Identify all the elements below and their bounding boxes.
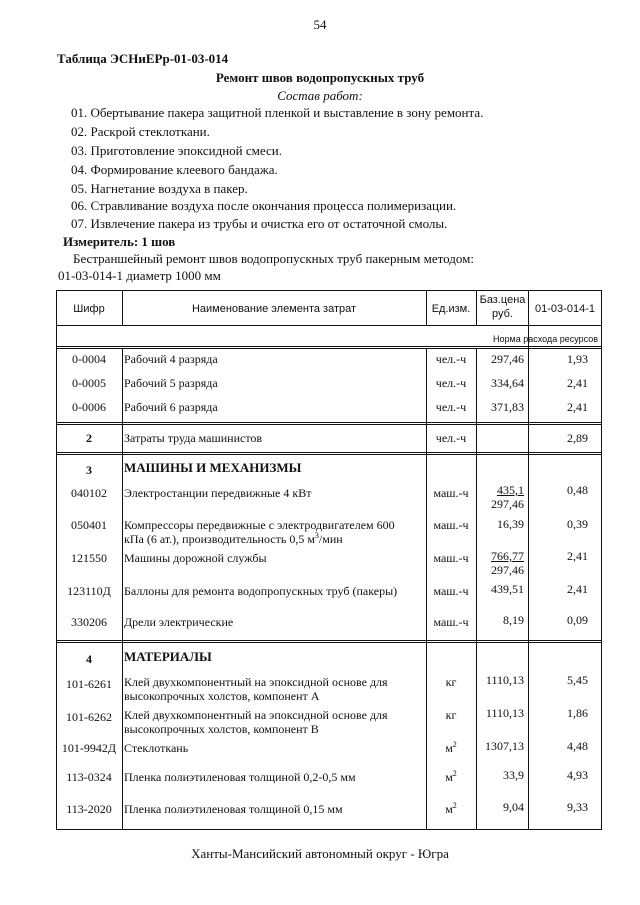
row-price: 9,04	[503, 800, 524, 814]
row-name	[124, 708, 424, 736]
row-price: 1110,13	[485, 673, 524, 687]
row-name: Стеклоткань	[124, 741, 189, 755]
row-name-line: Клей двухкомпонентный на эпоксидной основе для	[124, 675, 388, 689]
unit-text: м	[445, 770, 453, 784]
row-unit: кг	[445, 675, 457, 689]
superscript: 2	[452, 801, 457, 810]
header-column: 01-03-014-1	[535, 303, 595, 315]
work-composition-heading: Состав работ:	[277, 88, 363, 103]
row-unit: маш.-ч	[433, 551, 469, 565]
measure-unit: Измеритель: 1 шов	[63, 234, 176, 249]
row-value: 1,93	[567, 352, 588, 366]
row-price	[476, 549, 524, 563]
row-price-base: 297,46	[491, 497, 524, 511]
row-value: 2,41	[567, 582, 588, 596]
row-code: 0-0004	[72, 352, 106, 366]
page-footer: Ханты-Мансийский автономный округ - Югра	[191, 846, 449, 861]
price-current: 766,77	[491, 549, 524, 563]
row-name: Пленка полиэтиленовая толщиной 0,15 мм	[124, 802, 343, 816]
row-value: 9,33	[567, 800, 588, 814]
row-value: 4,48	[567, 739, 588, 753]
row-name: Рабочий 5 разряда	[124, 376, 218, 390]
row-name: Рабочий 6 разряда	[124, 400, 218, 414]
work-item: 04. Формирование клеевого бандажа.	[71, 162, 278, 177]
row-price: 8,19	[503, 613, 524, 627]
row-value: 2,89	[567, 431, 588, 445]
section-name: Затраты труда машинистов	[124, 431, 263, 445]
row-price: 297,46	[491, 352, 524, 366]
norm-code-line: 01-03-014-1 диаметр 1000 мм	[58, 268, 221, 283]
work-item: 05. Нагнетание воздуха в пакер.	[71, 181, 248, 196]
header-name: Наименование элемента затрат	[191, 303, 357, 315]
price-current: 435,1	[497, 483, 524, 497]
row-value: 2,41	[567, 400, 588, 414]
section-number: 4	[86, 652, 92, 666]
row-code: 040102	[71, 486, 107, 500]
row-name-line: высокопрочных холстов, компонент В	[124, 722, 319, 736]
row-price: 334,64	[491, 376, 524, 390]
row-code: 123110Д	[67, 584, 111, 598]
section-number: 2	[86, 431, 92, 445]
row-unit: чел.-ч	[435, 352, 467, 366]
row-value: 0,09	[567, 613, 588, 627]
row-code: 113-2020	[66, 802, 112, 816]
row-unit	[426, 741, 476, 755]
row-name: Рабочий 4 разряда	[124, 352, 218, 366]
row-unit	[426, 802, 476, 816]
row-value: 4,93	[567, 768, 588, 782]
row-value: 2,41	[567, 549, 588, 563]
row-code: 101-6261	[66, 677, 112, 691]
row-code: 113-0324	[66, 770, 112, 784]
row-unit: кг	[445, 708, 457, 722]
table-code: Таблица ЭСНиЕРр-01-03-014	[57, 51, 229, 66]
resource-table	[56, 290, 602, 830]
row-unit: чел.-ч	[435, 376, 467, 390]
row-price-base: 297,46	[491, 563, 524, 577]
work-item: 06. Стравливание воздуха после окончания процесса полимеризации.	[71, 198, 457, 213]
row-name: Электростанции передвижные 4 кВт	[124, 486, 312, 500]
row-name-line: Компрессоры передвижные с электродвигателем 600	[124, 518, 395, 532]
table-title: Ремонт швов водопропускных труб	[215, 70, 425, 85]
row-code: 0-0006	[72, 400, 106, 414]
work-item: 02. Раскрой стеклоткани.	[71, 124, 210, 139]
row-name: Баллоны для ремонта водопропускных труб (пакеры)	[124, 584, 398, 598]
row-value: 5,45	[567, 673, 588, 687]
row-price: 1307,13	[485, 739, 524, 753]
row-value: 1,86	[567, 706, 588, 720]
row-code: 101-6262	[66, 710, 112, 724]
superscript: 2	[452, 769, 457, 778]
row-name-line: кПа (6 ат.), производительность 0,5 м	[124, 532, 315, 546]
section-number: 3	[86, 463, 92, 477]
method-description: Бестраншейный ремонт швов водопропускных труб пакерным методом:	[73, 251, 474, 266]
row-price: 33,9	[503, 768, 524, 782]
row-unit: чел.-ч	[435, 400, 467, 414]
row-unit: маш.-ч	[433, 518, 469, 532]
row-code: 050401	[71, 518, 107, 532]
row-price: 371,83	[491, 400, 524, 414]
header-code: Шифр	[73, 303, 105, 315]
work-item: 07. Извлечение пакера из трубы и очистка его от остаточной смолы.	[71, 216, 448, 231]
row-name: Машины дорожной службы	[124, 551, 267, 565]
norm-label: Норма расхода ресурсов	[493, 334, 598, 344]
row-name: Дрели электрические	[124, 615, 234, 629]
row-code: 330206	[71, 615, 107, 629]
row-name: Пленка полиэтиленовая толщиной 0,2-0,5 мм	[124, 770, 356, 784]
row-price: 1110,13	[485, 706, 524, 720]
row-code: 101-9942Д	[61, 741, 117, 755]
row-name	[124, 518, 424, 546]
row-value: 2,41	[567, 376, 588, 390]
section-name: МАШИНЫ И МЕХАНИЗМЫ	[124, 460, 302, 475]
row-name	[124, 675, 424, 703]
row-value: 0,48	[567, 483, 588, 497]
work-item: 01. Обертывание пакера защитной пленкой и выставление в зону ремонта.	[71, 105, 484, 120]
section-name: МАТЕРИАЛЫ	[124, 649, 212, 664]
row-unit: маш.-ч	[433, 584, 469, 598]
page-number: 54	[313, 17, 327, 32]
row-price: 16,39	[497, 517, 524, 531]
row-price: 439,51	[491, 582, 524, 596]
unit-text: м	[445, 741, 453, 755]
row-unit: маш.-ч	[433, 486, 469, 500]
row-name-line: высокопрочных холстов, компонент А	[124, 689, 320, 703]
row-code: 0-0005	[72, 376, 106, 390]
row-unit: маш.-ч	[433, 615, 469, 629]
superscript: 2	[452, 740, 457, 749]
row-value: 0,39	[567, 517, 588, 531]
header-unit: Ед.изм.	[431, 303, 471, 315]
row-unit: чел.-ч	[435, 431, 467, 445]
row-name-line: /мин	[318, 532, 343, 546]
row-unit	[426, 770, 476, 784]
row-price	[476, 483, 524, 497]
row-name-line: Клей двухкомпонентный на эпоксидной основе для	[124, 708, 388, 722]
work-item: 03. Приготовление эпоксидной смеси.	[71, 143, 282, 158]
row-code: 121550	[71, 551, 107, 565]
header-price: Баз.цена руб.	[479, 294, 526, 320]
superscript: 3	[314, 531, 319, 540]
unit-text: м	[445, 802, 453, 816]
